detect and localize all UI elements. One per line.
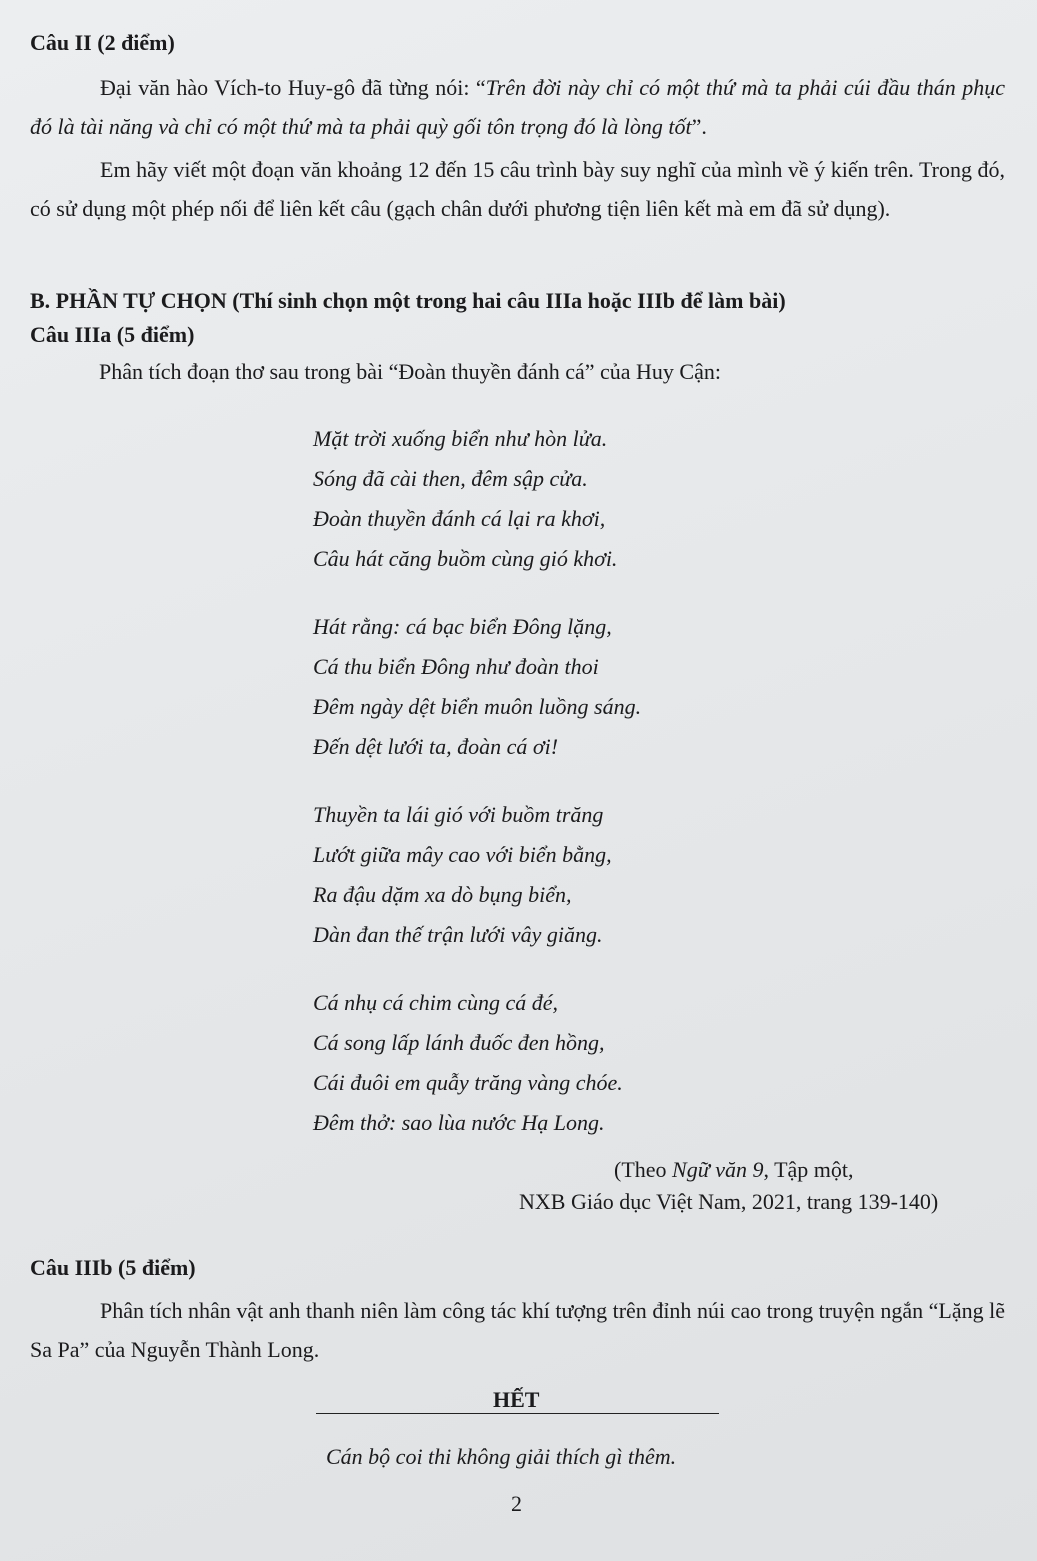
page-number: 2 <box>511 1491 522 1516</box>
question-3b-task: Phân tích nhân vật anh thanh niên làm công tác khí tượng trên đỉnh núi cao trong truyện ngắn “Lặng lẽ Sa Pa” của Nguyễn Thành Long. <box>30 1298 1005 1362</box>
poem-line: Cá thu biển Đông như đoàn thoi <box>313 654 599 679</box>
poem-line: Đêm ngày dệt biển muôn luồng sáng. <box>313 694 642 719</box>
poem-stanza <box>313 800 641 960</box>
poem-line: Cá song lấp lánh đuốc đen hồng, <box>313 1030 605 1055</box>
poem-block <box>313 424 641 1148</box>
poem-line: Đêm thở: sao lùa nước Hạ Long. <box>313 1110 605 1135</box>
poem-line: Lướt giữa mây cao với biển bằng, <box>313 842 612 867</box>
invigilator-note: Cán bộ coi thi không giải thích gì thêm. <box>326 1444 677 1469</box>
question-2-paragraph-2 <box>30 150 1005 228</box>
source-open: (Theo <box>614 1157 673 1182</box>
hugo-quote: Trên đời này chỉ có một thứ mà ta phải cúi đầu thán phục đó là tài năng và chỉ có một thứ mà ta phải quỳ gối tôn trọng đó là lòng tốt <box>30 75 1005 139</box>
poem-source-line-1 <box>614 1159 854 1181</box>
quote-end: ”. <box>691 114 707 139</box>
end-divider <box>316 1413 719 1414</box>
poem-line: Cá nhụ cá chim cùng cá đé, <box>313 990 558 1015</box>
question-3a-prompt: Phân tích đoạn thơ sau trong bài “Đoàn thuyền đánh cá” của Huy Cận: <box>99 359 721 384</box>
question-2-task: Em hãy viết một đoạn văn khoảng 12 đến 15 câu trình bày suy nghĩ của mình về ý kiến trên. Trong đó, có sử dụng một phép nối để liên kết câu (gạch chân dưới phương tiện liên kết mà em đã sử dụng). <box>30 157 1005 221</box>
question-3a-heading: Câu IIIa (5 điểm) <box>30 322 195 347</box>
poem-stanza <box>313 612 641 772</box>
question-3b-prompt <box>30 1291 1005 1369</box>
poem-line: Sóng đã cài then, đêm sập cửa. <box>313 466 588 491</box>
quote-intro: Đại văn hào Vích-to Huy-gô đã từng nói: “ <box>100 75 486 100</box>
poem-line: Mặt trời xuống biển như hòn lửa. <box>313 426 608 451</box>
poem-stanza <box>313 424 641 584</box>
poem-line: Ra đậu dặm xa dò bụng biển, <box>313 882 572 907</box>
question-2-heading: Câu II (2 điểm) <box>30 30 175 55</box>
poem-line: Câu hát căng buồm cùng gió khơi. <box>313 546 618 571</box>
poem-source-line-2: NXB Giáo dục Việt Nam, 2021, trang 139-140) <box>519 1189 939 1214</box>
question-2-paragraph-1 <box>30 68 1005 146</box>
part-b-heading: B. PHẦN TỰ CHỌN (Thí sinh chọn một trong hai câu IIIa hoặc IIIb để làm bài) <box>30 288 786 313</box>
source-volume: , Tập một, <box>763 1157 854 1182</box>
poem-line: Cái đuôi em quẫy trăng vàng chóe. <box>313 1070 623 1095</box>
poem-line: Dàn đan thế trận lưới vây giăng. <box>313 922 603 947</box>
poem-line: Đoàn thuyền đánh cá lại ra khơi, <box>313 506 606 531</box>
poem-stanza <box>313 988 641 1148</box>
source-book-title: Ngữ văn 9 <box>672 1157 764 1182</box>
poem-line: Hát rằng: cá bạc biển Đông lặng, <box>313 614 612 639</box>
question-3b-heading: Câu IIIb (5 điểm) <box>30 1255 196 1280</box>
end-label: HẾT <box>493 1387 540 1412</box>
poem-line: Thuyền ta lái gió với buồm trăng <box>313 802 604 827</box>
poem-line: Đến dệt lưới ta, đoàn cá ơi! <box>313 734 559 759</box>
